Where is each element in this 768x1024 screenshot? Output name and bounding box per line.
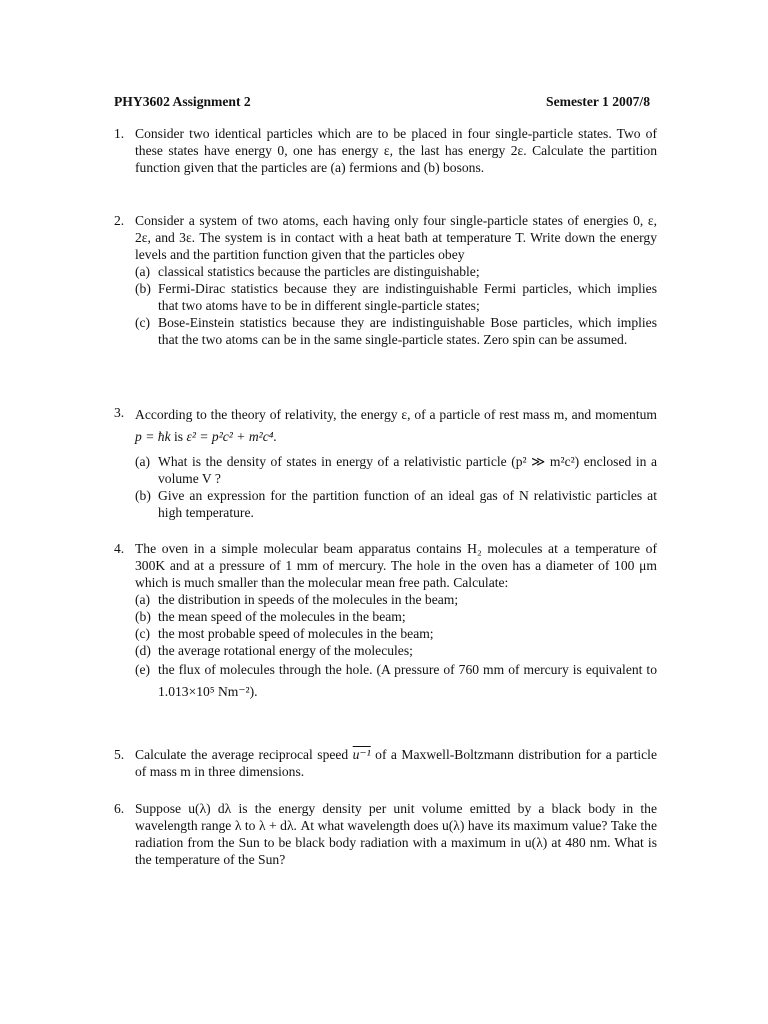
problem-text	[135, 404, 657, 448]
problem-part	[135, 608, 657, 625]
problem-number: 5.	[114, 747, 125, 762]
part-label: (c)	[135, 626, 151, 641]
part-text: the distribution in speeds of the molecules in the beam;	[158, 592, 459, 607]
part-text: the mean speed of the molecules in the beam;	[158, 609, 406, 624]
problem-text-b: of a Maxwell-Boltzmann distribution for a particle of mass m in three dimensions.	[135, 747, 657, 779]
part-text: the flux of molecules through the hole. (A pressure of 760 mm of mercury is equivalent to 1.013×10⁵ Nm⁻²).	[158, 662, 657, 699]
problem-3	[114, 404, 657, 521]
problem-5	[114, 746, 657, 780]
assignment-title: PHY3602 Assignment 2	[114, 94, 251, 109]
problem-number: 1.	[114, 126, 125, 141]
problem-number: 6.	[114, 801, 125, 816]
part-label: (b)	[135, 488, 151, 503]
problem-part	[135, 263, 657, 280]
part-label: (e)	[135, 662, 151, 677]
part-label: (a)	[135, 454, 151, 469]
part-label: (a)	[135, 264, 151, 279]
problem-part	[135, 659, 657, 703]
problem-number: 4.	[114, 541, 125, 556]
problem-part	[135, 591, 657, 608]
problem-text: Consider two identical particles which are to be placed in four single-particle states. Two of these states have energy 0, one has energy ε, the last has energy 2ε. Calculate the partition function given that the particles are (a) fermions and (b) bosons.	[135, 126, 657, 175]
problem-text-a: Calculate the average reciprocal speed	[135, 747, 349, 762]
problem-6	[114, 800, 657, 868]
problem-part	[135, 314, 657, 348]
part-text: What is the density of states in energy of a relativistic particle (p² ≫ m²c²) enclosed in a volume V ?	[158, 454, 657, 486]
problem-1	[114, 125, 657, 176]
page-header	[114, 93, 650, 110]
problem-text: The oven in a simple molecular beam apparatus contains H₂ molecules at a temperature of 300K and at a pressure of 1 mm of mercury. The hole in the oven has a diameter of 100 μm which is much smaller than the molecular mean free path. Calculate:	[135, 541, 657, 590]
part-text: Fermi-Dirac statistics because they are indistinguishable Fermi particles, which implies that two atoms have to be in different single-particle states;	[158, 281, 657, 313]
problem-4	[114, 540, 657, 703]
part-text: classical statistics because the particles are distinguishable;	[158, 264, 480, 279]
problem-text-b: is	[174, 429, 184, 444]
part-text: Give an expression for the partition function of an ideal gas of N relativistic particles at high temperature.	[158, 488, 657, 520]
problem-part	[135, 642, 657, 659]
part-label: (b)	[135, 609, 151, 624]
part-label: (c)	[135, 315, 151, 330]
part-text: the average rotational energy of the molecules;	[158, 643, 413, 658]
problem-part	[135, 453, 657, 487]
problem-part	[135, 280, 657, 314]
semester-label: Semester 1 2007/8	[546, 94, 650, 109]
problem-text: Consider a system of two atoms, each having only four single-particle states of energies 0, ε, 2ε, and 3ε. The system is in contact with a heat bath at temperature T. Write down the energy levels and the partition function given that the particles obey	[135, 213, 657, 262]
part-label: (b)	[135, 281, 151, 296]
part-label: (d)	[135, 643, 151, 658]
energy-equation: ε² = p²c² + m²c⁴.	[186, 429, 277, 444]
problem-number: 3.	[114, 405, 125, 420]
part-text: the most probable speed of molecules in the beam;	[158, 626, 434, 641]
problem-2	[114, 212, 657, 348]
problem-part	[135, 625, 657, 642]
momentum-equation: p = ħk	[135, 429, 171, 444]
part-text: Bose-Einstein statistics because they are indistinguishable Bose particles, which implies that the two atoms can be in the same single-particle states. Zero spin can be assumed.	[158, 315, 657, 347]
part-label: (a)	[135, 592, 151, 607]
problem-part	[135, 487, 657, 521]
reciprocal-speed-symbol: u⁻¹	[352, 747, 371, 762]
problem-text: Suppose u(λ) dλ is the energy density per unit volume emitted by a black body in the wavelength range λ to λ + dλ. At what wavelength does u(λ) have its maximum value? Take the radiation from the Sun to be black body radiation with a maximum in u(λ) at 480 nm. What is the temperature of the Sun?	[135, 801, 657, 867]
problem-number: 2.	[114, 213, 125, 228]
problem-text-a: According to the theory of relativity, the energy ε, of a particle of rest mass m, and momentum	[135, 407, 657, 422]
